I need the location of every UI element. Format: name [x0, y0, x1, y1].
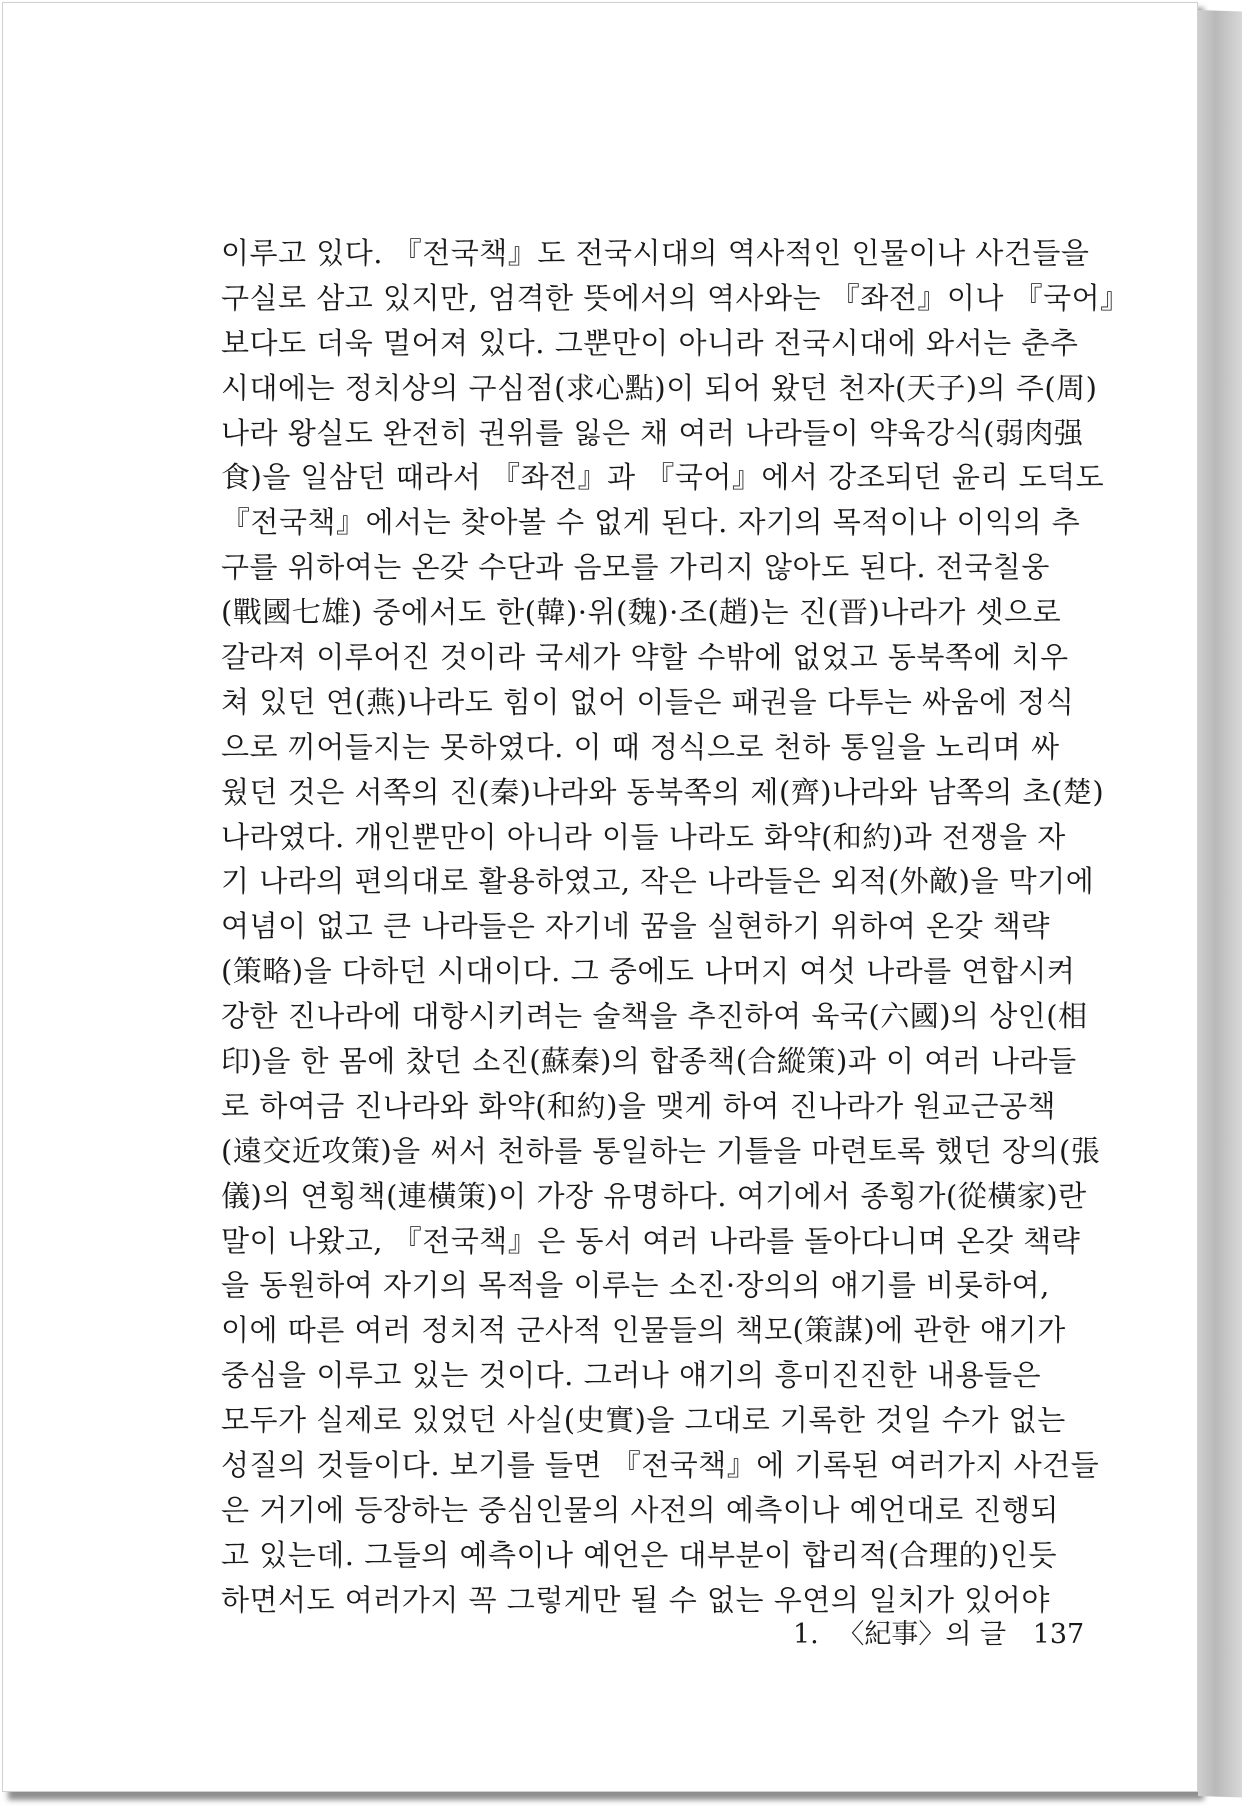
text-line: 으로 끼어들지는 못하였다. 이 때 정식으로 천하 통일을 노리며 싸: [221, 729, 1060, 764]
text-line: 시대에는 정치상의 구심점(求心點)이 되어 왔던 천자(天子)의 주(周): [221, 370, 1098, 405]
text-line: 구실로 삼고 있지만, 엄격한 뜻에서의 역사와는 『좌전』이나 『국어』: [221, 280, 1130, 315]
body-text: [221, 231, 1130, 1623]
text-line: 하면서도 여러가지 꼭 그렇게만 될 수 없는 우연의 일치가 있어야: [221, 1582, 1050, 1617]
text-line: 보다도 더욱 멀어져 있다. 그뿐만이 아니라 전국시대에 와서는 춘추: [221, 325, 1079, 360]
text-line: (戰國七雄) 중에서도 한(韓)·위(魏)·조(趙)는 진(晋)나라가 셋으로: [221, 595, 1062, 630]
chapter-title: 〈紀事〉의 글: [837, 1619, 1007, 1650]
text-line: 印)을 한 몸에 찼던 소진(蘇秦)의 합종책(合縱策)과 이 여러 나라들: [221, 1044, 1077, 1079]
text-line: 을 동원하여 자기의 목적을 이루는 소진·장의의 얘기를 비롯하여,: [221, 1268, 1050, 1303]
text-line: 儀)의 연횡책(連橫策)이 가장 유명하다. 여기에서 종횡가(從橫家)란: [221, 1178, 1087, 1213]
text-line: 나라 왕실도 완전히 권위를 잃은 채 여러 나라들이 약육강식(弱肉强: [221, 415, 1084, 450]
text-line: 『전국책』에서는 찾아볼 수 없게 된다. 자기의 목적이나 이익의 추: [221, 505, 1081, 540]
text-line: 食)을 일삼던 때라서 『좌전』과 『국어』에서 강조되던 윤리 도덕도: [221, 460, 1105, 495]
text-line: 은 거기에 등장하는 중심인물의 사전의 예측이나 예언대로 진행되: [221, 1492, 1059, 1527]
text-line: 나라였다. 개인뿐만이 아니라 이들 나라도 화약(和約)과 전쟁을 자: [221, 819, 1066, 854]
text-line: 중심을 이루고 있는 것이다. 그러나 얘기의 흥미진진한 내용들은: [221, 1358, 1041, 1393]
page-number: 137: [1032, 1619, 1085, 1650]
text-line: 강한 진나라에 대항시키려는 술책을 추진하여 육국(六國)의 상인(相: [221, 999, 1088, 1034]
text-line: 여념이 없고 큰 나라들은 자기네 꿈을 실현하기 위하여 온갖 책략: [221, 909, 1050, 944]
text-line: 로 하여금 진나라와 화약(和約)을 맺게 하여 진나라가 원교근공책: [221, 1088, 1056, 1123]
page-footer: [793, 1615, 1085, 1655]
text-line: 모두가 실제로 있었던 사실(史實)을 그대로 기록한 것일 수가 없는: [221, 1403, 1066, 1438]
text-line: 구를 위하여는 온갖 수단과 음모를 가리지 않아도 된다. 전국칠웅: [221, 550, 1050, 585]
text-line: 웠던 것은 서쪽의 진(秦)나라와 동북쪽의 제(齊)나라와 남쪽의 초(楚): [221, 774, 1105, 809]
text-line: 갈라져 이루어진 것이라 국세가 약할 수밖에 없었고 동북쪽에 치우: [221, 640, 1069, 675]
book-page: [2, 2, 1198, 1792]
text-line: (策略)을 다하던 시대이다. 그 중에도 나머지 여섯 나라를 연합시켜: [221, 954, 1076, 989]
chapter-number: 1.: [793, 1619, 819, 1650]
book-page-edges: [1198, 10, 1242, 1798]
text-line: 말이 나왔고, 『전국책』은 동서 여러 나라를 돌아다니며 온갖 책략: [221, 1223, 1081, 1258]
text-line: 이에 따른 여러 정치적 군사적 인물들의 책모(策謀)에 관한 얘기가: [221, 1313, 1066, 1348]
text-line: 쳐 있던 연(燕)나라도 힘이 없어 이들은 패권을 다투는 싸움에 정식: [221, 684, 1075, 719]
text-line: (遠交近攻策)을 써서 천하를 통일하는 기틀을 마련토록 했던 장의(張: [221, 1133, 1101, 1168]
text-line: 이루고 있다. 『전국책』도 전국시대의 역사적인 인물이나 사건들을: [221, 236, 1090, 270]
text-line: 기 나라의 편의대로 활용하였고, 작은 나라들은 외적(外敵)을 막기에: [221, 864, 1095, 899]
text-line: 고 있는데. 그들의 예측이나 예언은 대부분이 합리적(合理的)인듯: [221, 1537, 1057, 1572]
text-line: 성질의 것들이다. 보기를 들면 『전국책』에 기록된 여러가지 사건들: [221, 1448, 1100, 1483]
